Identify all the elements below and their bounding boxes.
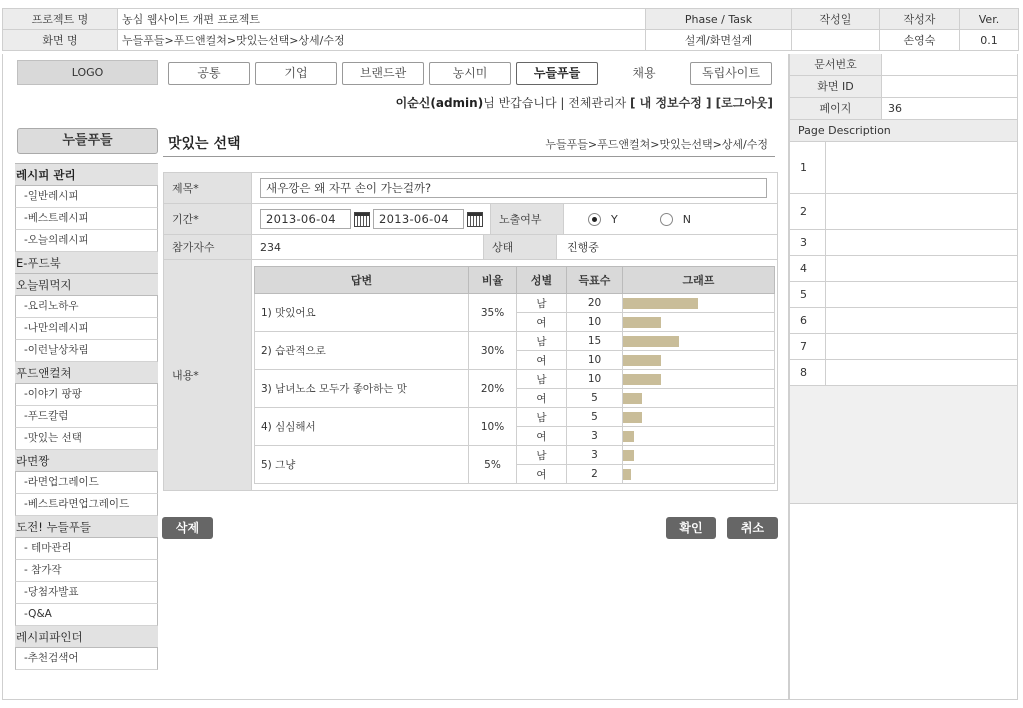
answer-ratio: 30% [469,332,517,370]
phase-label: Phase / Task [646,9,792,30]
left-nav-item[interactable]: -일반레시피 [15,186,158,208]
top-nav-tab[interactable]: 독립사이트 [690,62,772,85]
left-nav-item[interactable]: -푸드칼럼 [15,406,158,428]
top-nav-tab[interactable]: 채용 [603,62,685,85]
project-label: 프로젝트 명 [3,9,118,30]
sex-cell: 남 [517,294,567,313]
user-name: 이순신(admin) [395,96,484,110]
votes-cell: 2 [567,465,623,484]
top-nav-tab[interactable]: 누들푸들 [516,62,598,85]
content-row [164,260,777,490]
page-description-number: 5 [790,282,826,307]
answer-label: 4) 심심해서 [255,408,469,446]
graph-cell [623,427,775,446]
table-row [255,332,775,351]
section-menu-title: 누들푸들 [17,128,158,154]
project-value: 농심 웹사이트 개편 프로젝트 [118,9,646,30]
exposure-no-radio[interactable] [660,213,673,226]
participants-row [164,235,777,260]
page-description-row [790,282,1017,308]
left-nav-item[interactable]: -라면업그레이드 [15,472,158,494]
page-description-text [826,194,1017,229]
top-nav-tab[interactable]: 공통 [168,62,250,85]
page-description-text [826,360,1017,385]
vote-bar [623,317,661,328]
title-input[interactable]: 새우깡은 왜 자꾸 손이 가는걸까? [260,178,767,198]
left-nav-group[interactable]: 레시피파인더 [15,626,158,648]
page-description-text [826,142,1017,193]
logo[interactable]: LOGO [17,60,158,85]
page-value: 36 [888,102,902,115]
answer-ratio: 35% [469,294,517,332]
page-description-number: 7 [790,334,826,359]
votes-cell: 10 [567,351,623,370]
answer-label: 1) 맛있어요 [255,294,469,332]
vote-bar [623,450,634,461]
page-description-row [790,308,1017,334]
calendar-icon[interactable] [354,212,370,227]
exposure-label: 노출여부 [490,204,564,234]
graph-cell [623,465,775,484]
graph-cell [623,408,775,427]
sex-cell: 남 [517,370,567,389]
page-description-number: 2 [790,194,826,229]
left-nav-item[interactable]: -당첨자발표 [15,582,158,604]
wireframe-canvas [2,54,789,700]
left-nav-item[interactable]: -나만의레시피 [15,318,158,340]
graph-cell [623,294,775,313]
page-description-row [790,256,1017,282]
page-description-number: 8 [790,360,826,385]
page-description-list [790,142,1017,386]
table-row [255,446,775,465]
poll-results-table [254,266,775,484]
table-row [255,294,775,313]
doc-number-label: 문서번호 [790,54,882,75]
detail-form [163,172,778,491]
sex-cell: 남 [517,408,567,427]
answer-ratio: 5% [469,446,517,484]
page-description-row [790,360,1017,386]
graph-cell [623,389,775,408]
status-label: 상태 [483,235,557,259]
screen-value: 누들푸들>푸드앤컬쳐>맛있는선택>상세/수정 [118,30,646,51]
period-label: 기간* [164,204,252,234]
page-description-number: 3 [790,230,826,255]
participants-label: 참가자수 [164,235,252,259]
page-label: 페이지 [790,98,882,119]
page-description-number: 4 [790,256,826,281]
title-label: 제목* [164,173,252,203]
page-description-text [826,282,1017,307]
author-value: 손영숙 [880,30,960,51]
votes-cell: 3 [567,446,623,465]
left-nav-item[interactable]: -이야기 팡팡 [15,384,158,406]
page-description-text [826,308,1017,333]
left-nav-item[interactable]: -맛있는 선택 [15,428,158,450]
results-column-header: 성별 [517,267,567,294]
left-nav-item[interactable]: - 테마관리 [15,538,158,560]
top-nav-tab[interactable]: 브랜드관 [342,62,424,85]
page-description-blank [790,386,1017,504]
top-navigation [168,62,772,85]
end-date-input[interactable]: 2013-06-04 [373,209,464,229]
page-description-row [790,230,1017,256]
greeting [203,94,773,111]
page-description-text [826,256,1017,281]
page-description-row [790,142,1017,194]
document-header [2,8,1019,51]
vote-bar [623,469,631,480]
page-description-text [826,334,1017,359]
table-row [255,408,775,427]
doc-number-value [882,54,1017,75]
graph-cell [623,446,775,465]
screen-id-label: 화면 ID [790,76,882,97]
top-nav-tab[interactable]: 농시미 [429,62,511,85]
screen-id-value [882,76,1017,97]
table-row [255,370,775,389]
exposure-no-label: N [682,212,691,226]
left-nav-item[interactable]: -베스트라면업그레이드 [15,494,158,516]
created-value [792,30,880,51]
graph-cell [623,332,775,351]
graph-cell [623,351,775,370]
page-title: 맛있는 선택 [168,136,241,152]
vote-bar [623,355,661,366]
cancel-button[interactable]: 취소 [727,517,778,539]
left-nav-item[interactable]: -Q&A [15,604,158,626]
votes-cell: 10 [567,370,623,389]
author-label: 작성자 [880,9,960,30]
votes-cell: 5 [567,408,623,427]
left-nav-item[interactable]: -베스트레시피 [15,208,158,230]
spec-panel [789,54,1018,700]
left-nav-item[interactable]: -추천검색어 [15,648,158,670]
exposure-yes-radio[interactable] [588,213,601,226]
answer-label: 5) 그냥 [255,446,469,484]
page-row [790,98,1017,120]
left-nav-item[interactable]: -이런날상차림 [15,340,158,362]
left-nav-group[interactable]: 레시피 관리 [15,164,158,186]
results-column-header: 그래프 [623,267,775,294]
account-links[interactable]: [ 내 정보수정 ] [로그아웃] [630,96,773,110]
left-nav-group[interactable]: 도전! 누들푸들 [15,516,158,538]
sex-cell: 남 [517,332,567,351]
start-date-input[interactable]: 2013-06-04 [260,209,351,229]
results-column-header: 비율 [469,267,517,294]
sex-cell: 여 [517,351,567,370]
calendar-icon[interactable] [467,212,483,227]
votes-cell: 3 [567,427,623,446]
screen-label: 화면 명 [3,30,118,51]
version-value: 0.1 [960,30,1019,51]
participants-value: 234 [260,240,281,254]
vote-bar [623,336,679,347]
created-label: 작성일 [792,9,880,30]
sex-cell: 여 [517,465,567,484]
page-description-number: 1 [790,142,826,193]
votes-cell: 15 [567,332,623,351]
exposure-yes-label: Y [611,212,618,226]
version-label: Ver. [960,9,1019,30]
top-nav-tab[interactable]: 기업 [255,62,337,85]
sex-cell: 여 [517,389,567,408]
graph-cell [623,313,775,332]
answer-ratio: 20% [469,370,517,408]
left-nav-group[interactable]: 라면짱 [15,450,158,472]
graph-cell [623,370,775,389]
left-nav-item[interactable]: - 참가작 [15,560,158,582]
page-description-text [826,230,1017,255]
page-description-row [790,334,1017,360]
screen-id-row [790,76,1017,98]
content-label: 내용* [164,260,252,490]
vote-bar [623,412,642,423]
page-description-row [790,194,1017,230]
left-nav-group[interactable]: 오늘뭐먹지 [15,274,158,296]
delete-button[interactable]: 삭제 [162,517,213,539]
sex-cell: 남 [517,446,567,465]
doc-number-row [790,54,1017,76]
vote-bar [623,374,661,385]
vote-bar [623,431,634,442]
phase-value: 설계/화면설계 [646,30,792,51]
title-divider [163,156,775,157]
left-nav-item[interactable]: -요리노하우 [15,296,158,318]
vote-bar [623,393,642,404]
votes-cell: 5 [567,389,623,408]
confirm-button[interactable]: 확인 [666,517,716,539]
left-nav-group[interactable]: 푸드앤컬쳐 [15,362,158,384]
period-row [164,204,777,235]
greeting-text: 님 반갑습니다 | 전체관리자 [483,96,627,110]
page-description-label: Page Description [790,120,1017,142]
status-value: 진행중 [567,241,599,254]
votes-cell: 10 [567,313,623,332]
sex-cell: 여 [517,313,567,332]
title-row [164,173,777,204]
breadcrumb: 누들푸들>푸드앤컬쳐>맛있는선택>상세/수정 [545,138,768,151]
left-nav-item[interactable]: -오늘의레시피 [15,230,158,252]
results-column-header: 득표수 [567,267,623,294]
vote-bar [623,298,698,309]
left-nav-group[interactable]: E-푸드북 [15,252,158,274]
page-description-number: 6 [790,308,826,333]
left-navigation [15,163,158,670]
answer-label: 2) 습관적으로 [255,332,469,370]
answer-label: 3) 남녀노소 모두가 좋아하는 맛 [255,370,469,408]
sex-cell: 여 [517,427,567,446]
results-column-header: 답변 [255,267,469,294]
answer-ratio: 10% [469,408,517,446]
votes-cell: 20 [567,294,623,313]
